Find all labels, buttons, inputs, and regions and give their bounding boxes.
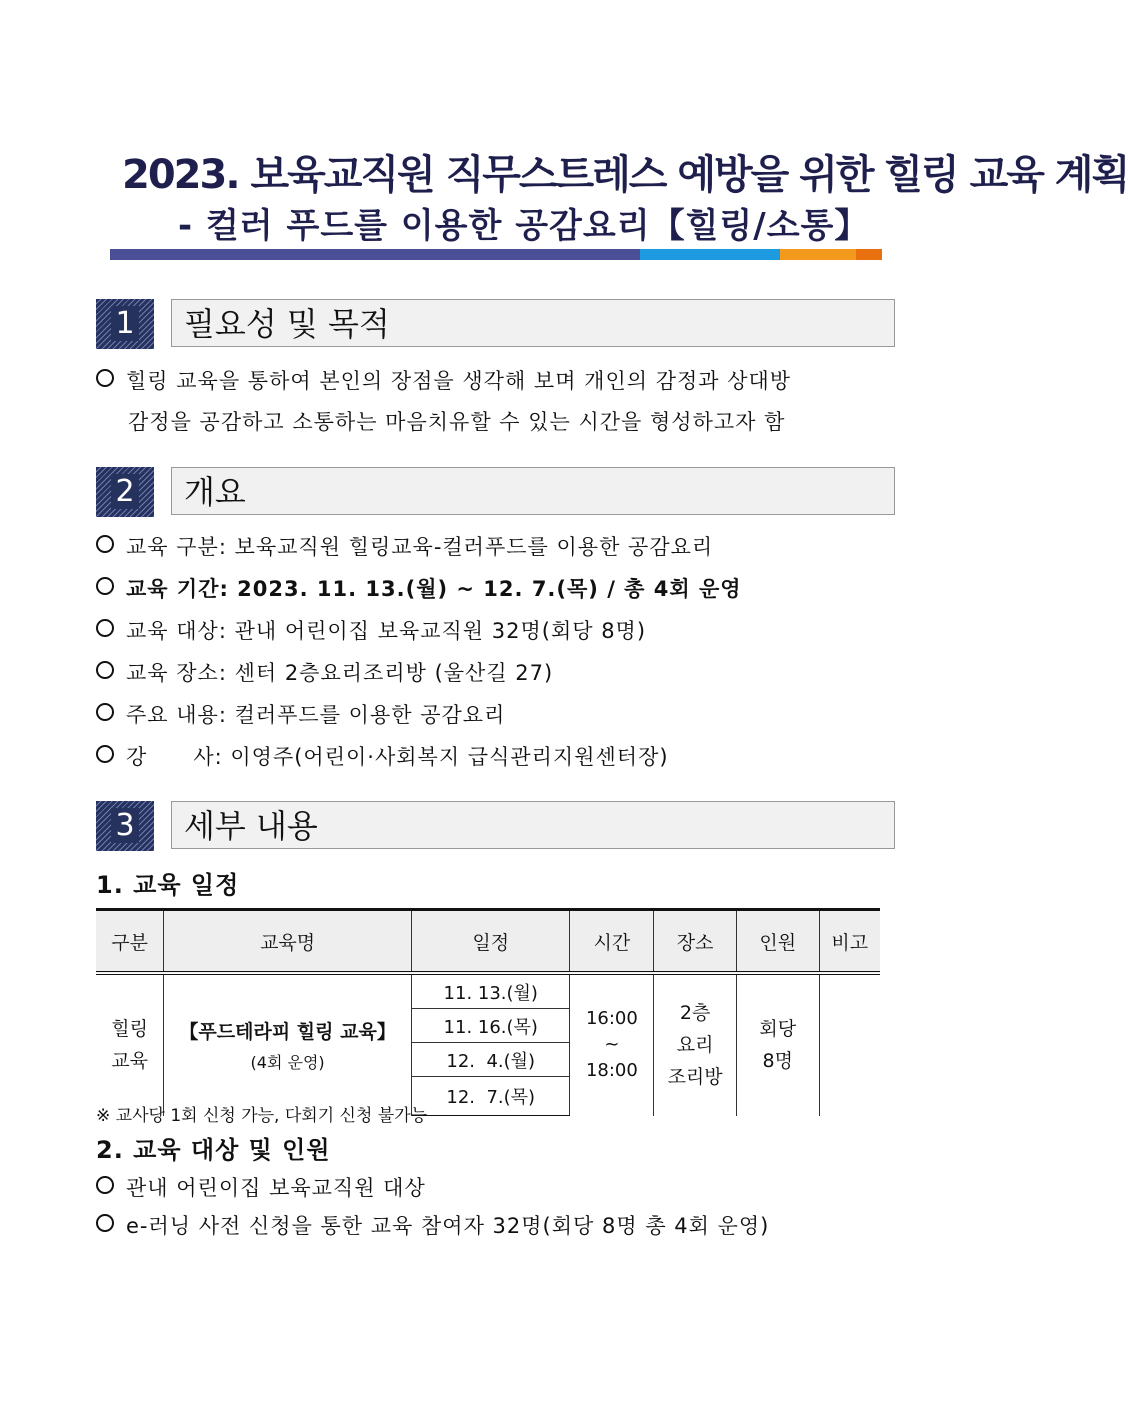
target-item: 관내 어린이집 보육교직원 대상 bbox=[96, 1172, 426, 1202]
date-cell: 12. 7.(목) bbox=[412, 1077, 570, 1116]
bullet-circle-icon bbox=[96, 1214, 114, 1232]
overview-item: 교육 구분: 보육교직원 힐링교육-컬러푸드를 이용한 공감요리 bbox=[96, 531, 713, 561]
col-header: 일정 bbox=[412, 910, 570, 974]
program-cell: 【푸드테라피 힐링 교육】 (4회 운영) bbox=[164, 973, 412, 1116]
purpose-line-2: 감정을 공감하고 소통하는 마음치유할 수 있는 시간을 형성하고자 함 bbox=[128, 410, 786, 434]
document-subtitle: - 컬러 푸드를 이용한 공감요리【힐링/소통】 bbox=[178, 206, 870, 246]
section-1-number: 1 bbox=[96, 299, 154, 349]
bar-segment-dark-orange bbox=[856, 249, 882, 260]
people-cell: 회당 8명 bbox=[736, 973, 819, 1116]
section-3-number: 3 bbox=[96, 801, 154, 851]
col-header: 시간 bbox=[570, 910, 654, 974]
bullet-circle-icon bbox=[96, 745, 114, 763]
target-heading: 2. 교육 대상 및 인원 bbox=[96, 1136, 331, 1164]
section-1-title: 필요성 및 목적 bbox=[171, 299, 895, 347]
overview-item: 교육 대상: 관내 어린이집 보육교직원 32명(회당 8명) bbox=[96, 615, 646, 645]
col-header: 비고 bbox=[819, 910, 880, 974]
schedule-heading: 1. 교육 일정 bbox=[96, 871, 240, 899]
overview-item: 주요 내용: 컬러푸드를 이용한 공감요리 bbox=[96, 699, 505, 729]
purpose-line-1: 힐링 교육을 통하여 본인의 장점을 생각해 보며 개인의 감정과 상대방 bbox=[96, 365, 791, 395]
bullet-circle-icon bbox=[96, 619, 114, 637]
col-header: 장소 bbox=[654, 910, 737, 974]
remark-cell bbox=[819, 973, 880, 1116]
bar-segment-navy bbox=[110, 249, 640, 260]
bullet-circle-icon bbox=[96, 703, 114, 721]
date-cell: 11. 16.(목) bbox=[412, 1009, 570, 1043]
overview-item: 교육 장소: 센터 2층요리조리방 (울산길 27) bbox=[96, 657, 553, 687]
time-cell: 16:00 ~ 18:00 bbox=[570, 973, 654, 1116]
bullet-circle-icon bbox=[96, 661, 114, 679]
category-cell: 힐링 교육 bbox=[96, 973, 164, 1116]
place-cell: 2층 요리 조리방 bbox=[654, 973, 737, 1116]
date-cell: 11. 13.(월) bbox=[412, 973, 570, 1009]
schedule-table bbox=[96, 908, 880, 1116]
overview-item: 강 사: 이영주(어린이·사회복지 급식관리지원센터장) bbox=[96, 741, 669, 771]
bullet-circle-icon bbox=[96, 1176, 114, 1194]
col-header: 구분 bbox=[96, 910, 164, 974]
overview-item: 교육 기간: 2023. 11. 13.(월) ~ 12. 7.(목) / 총 4회 운영 bbox=[96, 573, 742, 603]
section-2-title: 개요 bbox=[171, 467, 895, 515]
bar-segment-orange bbox=[780, 249, 856, 260]
bullet-circle-icon bbox=[96, 577, 114, 595]
document-title: 2023. 보육교직원 직무스트레스 예방을 위한 힐링 교육 계획 bbox=[122, 152, 1128, 198]
target-item: e-러닝 사전 신청을 통한 교육 참여자 32명(회당 8명 총 4회 운영) bbox=[96, 1210, 769, 1240]
bullet-circle-icon bbox=[96, 535, 114, 553]
bar-segment-blue bbox=[640, 249, 780, 260]
col-header: 교육명 bbox=[164, 910, 412, 974]
schedule-footnote: ※ 교사당 1회 신청 가능, 다회기 신청 불가능 bbox=[96, 1106, 428, 1126]
date-cell: 12. 4.(월) bbox=[412, 1043, 570, 1077]
section-2-number: 2 bbox=[96, 467, 154, 517]
section-3-title: 세부 내용 bbox=[171, 801, 895, 849]
title-underline-bar bbox=[110, 249, 882, 260]
col-header: 인원 bbox=[736, 910, 819, 974]
bullet-circle-icon bbox=[96, 369, 114, 387]
